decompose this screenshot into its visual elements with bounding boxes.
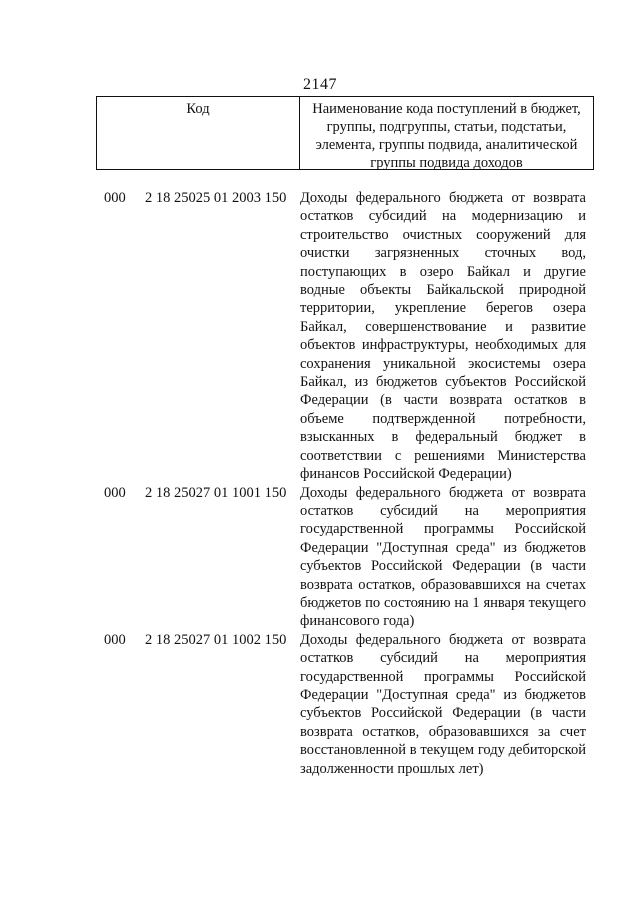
row-description: Доходы федерального бюджета от возврата остатков субсидий на мероприятия государственной программы Российской Федерации "Доступная среда" из бюджетов субъектов Российской Федерации (в части возврата остатков, образовавшихся за счет восстановленной в текущем году дебиторской задолженности прошлых лет) xyxy=(300,631,586,777)
row-description: Доходы федерального бюджета от возврата остатков субсидий на модернизацию и строительство очистных сооружений для очистки загрязненных сточных вод, поступающих в озеро Байкал и другие водные объекты Байкальской природной территории, укрепление берегов озера Байкал, совершенствование и развитие объектов инфраструктуры, необходимых для сохранения уникальной экосистемы озера Байкал, из бюджетов субъектов Российской Федерации (в части возврата остатков в объеме подтвержденной потребности, взысканных в федеральный бюджет в соответствии с решениями Министерства финансов Российской Федерации) xyxy=(300,190,586,483)
table-row xyxy=(0,189,640,484)
row-admin-code: 000 xyxy=(104,484,126,501)
table-header xyxy=(96,96,594,170)
row-income-code: 2 18 25025 01 2003 150 xyxy=(145,190,287,206)
income-codes-list xyxy=(0,189,640,778)
row-description: Доходы федерального бюджета от возврата остатков субсидий на мероприятия государственной программы Российской Федерации "Доступная среда" из бюджетов субъектов Российской Федерации (в части возврата остатков, образовавшихся на счетах бюджетов по состоянию на 1 января текущего финансового года) xyxy=(300,484,586,630)
row-admin-code: 000 xyxy=(104,190,126,206)
row-income-code: 2 18 25027 01 1001 150 xyxy=(145,484,287,501)
table-row xyxy=(0,631,640,778)
row-income-code: 2 18 25027 01 1002 150 xyxy=(145,631,287,648)
header-name-column: Наименование кода поступлений в бюджет, группы, подгруппы, статьи, подстатьи, элемента, группы подвида, аналитической группы подвида доходов xyxy=(312,101,581,171)
header-code-column: Код xyxy=(97,97,300,169)
page-number: 2147 xyxy=(303,76,337,93)
table-row xyxy=(0,484,640,631)
row-admin-code: 000 xyxy=(104,631,126,648)
